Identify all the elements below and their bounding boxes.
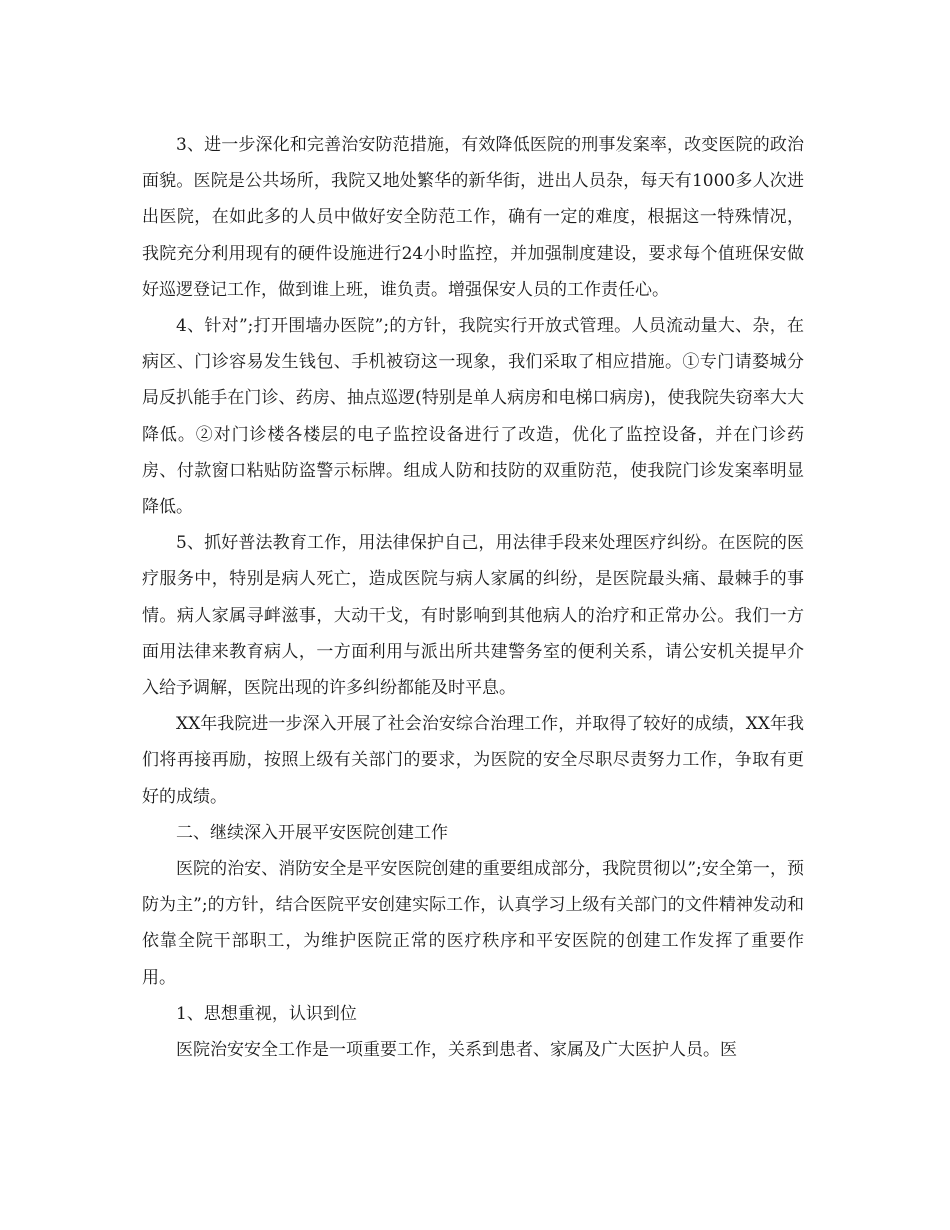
paragraph-legal-education: 5、抓好普法教育工作，用法律保护自己，用法律手段来处理医疗纠纷。在医院的医疗服务中，特别是病人死亡，造成医院与病人家属的纠纷，是医院最头痛、最棘手的事情。病人家属寻衅滋事，大动干戈，有时影响到其他病人的治疗和正常办公。我们一方面用法律来教育病人，一方面利用与派出所共建警务室的便利关系，请公安机关提早介入给予调解，医院出现的许多纠纷都能及时平息。	[142, 533, 804, 699]
paragraph-safe-hospital-intro: 医院的治安、消防安全是平安医院创建的重要组成部分，我院贯彻以”;安全第一，预防为主”;的方针，结合医院平安创建实际工作，认真学习上级有关部门的文件精神发动和依靠全院干部职工，为维护医院正常的医疗秩序和平安医院的创建工作发挥了重要作用。	[142, 859, 804, 988]
section-heading-safe-hospital: 二、继续深入开展平安医院创建工作	[176, 822, 448, 843]
paragraph-security-measures: 3、进一步深化和完善治安防范措施，有效降低医院的刑事发案率，改变医院的政治面貌。医院是公共场所，我院又地处繁华的新华街，进出人员杂，每天有1000多人次进出医院，在如此多的人员中做好安全防范工作，确有一定的难度，根据这一特殊情况，我院充分利用现有的硬件设施进行24小时监控，并加强制度建设，要求每个值班保安做好巡逻登记工作，做到谁上班，谁负责。增强保安人员的工作责任心。	[142, 135, 804, 300]
document-body	[142, 127, 804, 1068]
paragraph-open-management: 4、针对”;打开围墙办医院”;的方针，我院实行开放式管理。人员流动量大、杂，在病区、门诊容易发生钱包、手机被窃这一现象，我们采取了相应措施。①专门请婺城分局反扒能手在门诊、药房、抽点巡逻(特别是单人病房和电梯口病房)，使我院失窃率大大降低。②对门诊楼各楼层的电子监控设备进行了改造，优化了监控设备，并在门诊药房、付款窗口粘贴防盗警示标牌。组成人防和技防的双重防范，使我院门诊发案率明显降低。	[142, 316, 804, 518]
paragraph-annual-summary: XX年我院进一步深入开展了社会治安综合治理工作，并取得了较好的成绩，XX年我们将再接再励，按照上级有关部门的要求，为医院的安全尽职尽责努力工作，争取有更好的成绩。	[142, 714, 804, 807]
paragraph-security-importance: 医院治安安全工作是一项重要工作，关系到患者、家属及广大医护人员。医	[176, 1040, 737, 1061]
subheading-ideological-emphasis: 1、思想重视，认识到位	[176, 1003, 357, 1024]
